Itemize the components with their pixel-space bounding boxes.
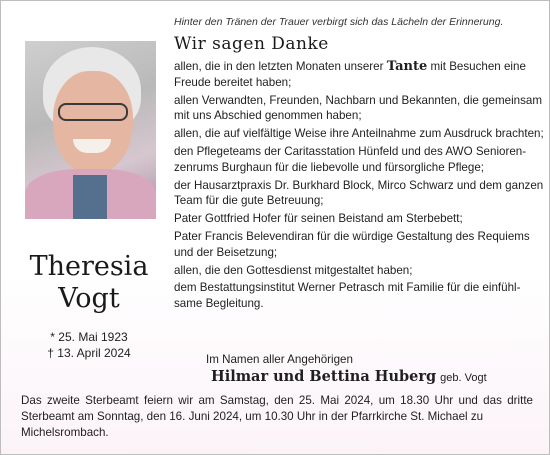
maiden-name: geb. Vogt bbox=[440, 372, 487, 384]
birth-date: * 25. Mai 1923 bbox=[50, 330, 128, 344]
deceased-last-name: Vogt bbox=[58, 283, 120, 314]
family-signature bbox=[211, 368, 546, 386]
thanks-list bbox=[174, 59, 544, 314]
thanks-paragraph: allen Verwandten, Freunden, Nachbarn und Bekannten, die gemeinsam mit uns Abschied genommen haben; bbox=[174, 93, 543, 123]
thanks-paragraph: dem Bestattungsinstitut Werner Petrasch mit Familie für die einfühl-same Begleitung. bbox=[174, 281, 521, 311]
signoff-line: Im Namen aller Angehörigen bbox=[206, 353, 353, 366]
thanks-paragraph: Pater Francis Belevendiran für die würdige Gestaltung des Requiems und der Beisetzung; bbox=[174, 229, 530, 259]
thanks-paragraph: den Pflegeteams der Caritasstation Hünfeld und des AWO Senioren-zenrums Burghaun für die liebevolle und fürsorgliche Pflege; bbox=[174, 144, 527, 174]
deceased-name bbox=[9, 251, 169, 315]
thanks-title: Wir sagen Danke bbox=[174, 34, 329, 54]
motto-text: Hinter den Tränen der Trauer verbirgt sich das Lächeln der Erinnerung. bbox=[174, 16, 504, 28]
thanks-paragraph-intro: allen, die in den letzten Monaten unserer Tante mit Besuchen eine Freude bereitet haben; bbox=[174, 59, 526, 89]
tante-word: Tante bbox=[386, 59, 428, 74]
deceased-first-name: Theresia bbox=[29, 251, 149, 282]
mass-announcement-place: Michelsrombach. bbox=[21, 425, 109, 439]
mass-announcement bbox=[21, 393, 533, 440]
family-name: Hilmar und Bettina Huberg bbox=[211, 368, 437, 385]
thanks-paragraph: Pater Gottfried Hofer für seinen Beistand am Sterbebett; bbox=[174, 212, 463, 226]
thanks-paragraph: allen, die den Gottesdienst mitgestaltet haben; bbox=[174, 263, 413, 277]
portrait-photo bbox=[25, 41, 156, 219]
mass-announcement-text: Das zweite Sterbeamt feiern wir am Samstag, den 25. Mai 2024, um 18.30 Uhr und das dritte Sterbeamt am Sonntag, den 16. Juni 2024, um 10.30 Uhr in der Pfarrkirche St. Michael zu bbox=[21, 394, 533, 423]
thanks-paragraph: der Hausarztpraxis Dr. Burkhard Block, Mirco Schwarz und dem ganzen Team für die gute Betreuung; bbox=[174, 178, 544, 208]
thanks-paragraph: allen, die auf vielfältige Weise ihre Anteilnahme zum Ausdruck brachten; bbox=[174, 127, 544, 141]
death-date: † 13. April 2024 bbox=[47, 346, 131, 360]
life-dates bbox=[9, 329, 169, 361]
